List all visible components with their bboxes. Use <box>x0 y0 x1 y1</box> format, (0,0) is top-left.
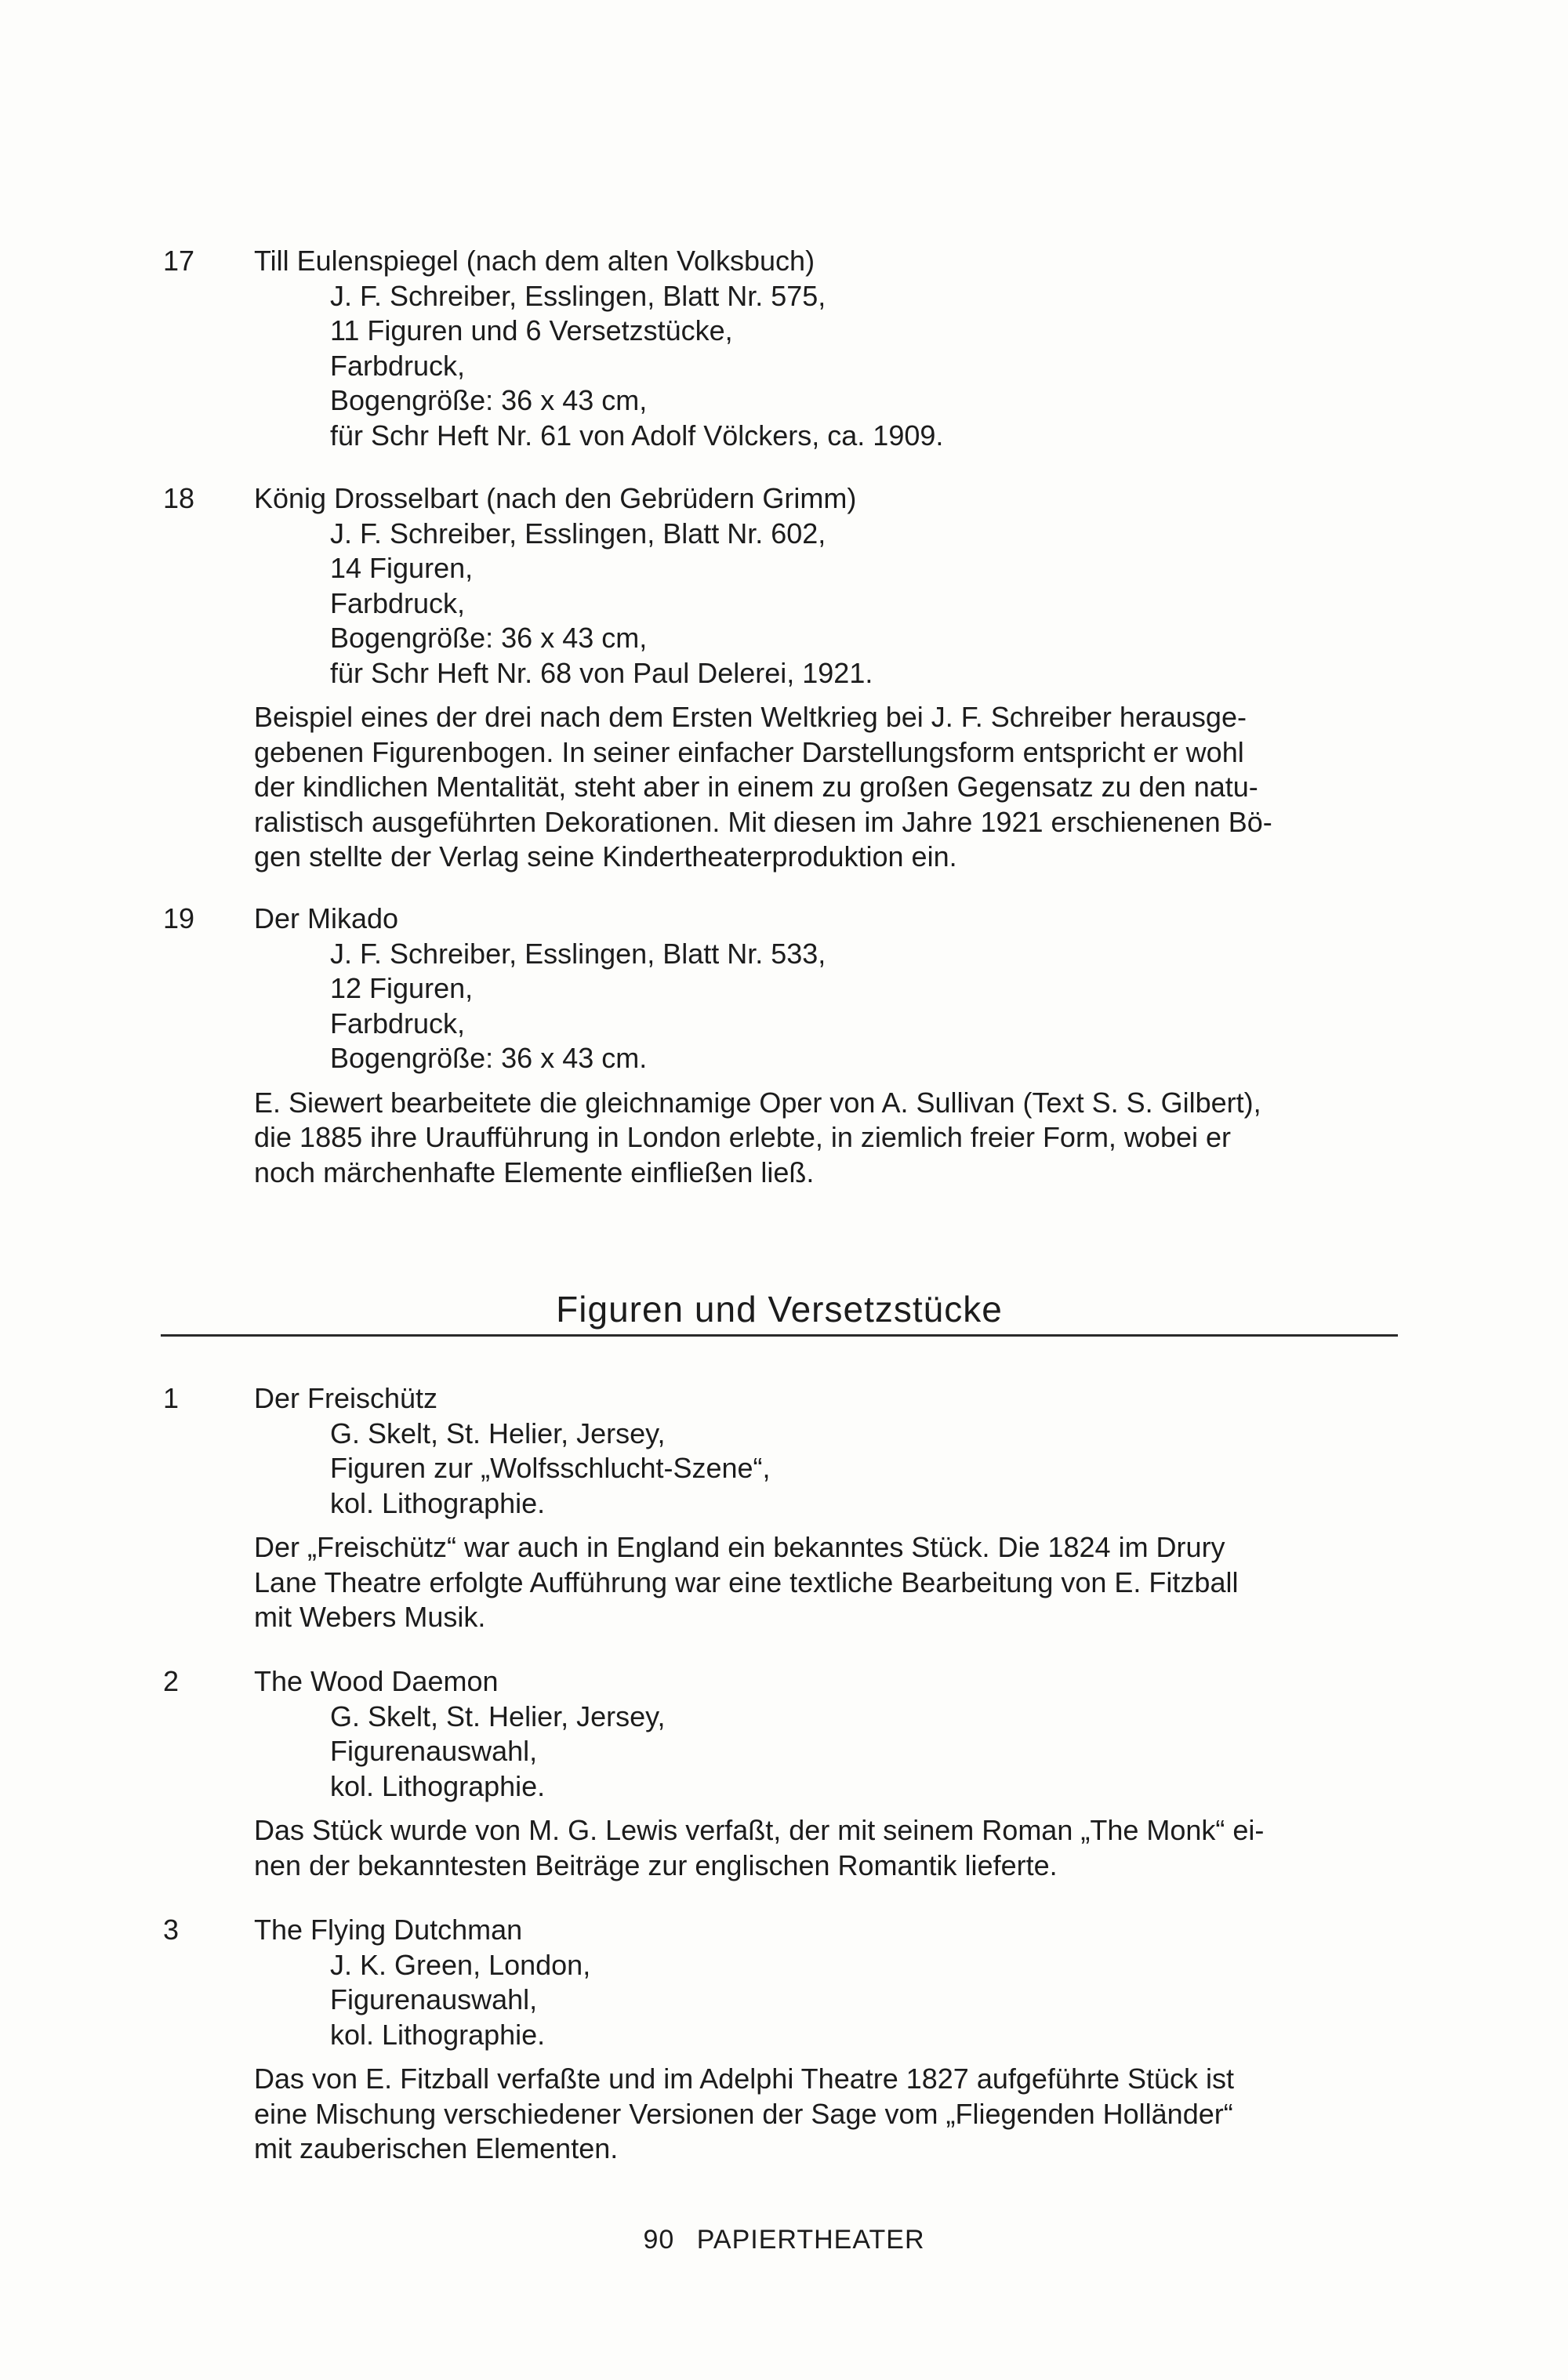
catalog-entry <box>163 1664 1402 1883</box>
detail-line: kol. Lithographie. <box>330 1769 546 1802</box>
description-line: Lane Theatre erfolgte Aufführung war eine textliche Bearbeitung von E. Fitzball <box>254 1566 1239 1598</box>
detail-line: für Schr Heft Nr. 61 von Adolf Völckers, ca. 1909. <box>330 419 944 452</box>
detail-line: 12 Figuren, <box>330 972 474 1004</box>
entry-details <box>330 517 1402 691</box>
description-line: ralistisch ausgeführten Dekorationen. Mit diesen im Jahre 1921 erschienenen Bö- <box>254 805 1272 838</box>
section-heading: Figuren und Versetzstücke <box>161 1286 1398 1337</box>
entry-description <box>254 1530 1397 1635</box>
catalog-entry <box>163 902 1402 1190</box>
detail-line: Bogengröße: 36 x 43 cm, <box>330 622 648 654</box>
entry-number: 2 <box>163 1665 180 1697</box>
entry-description <box>254 2062 1397 2167</box>
entry-details <box>330 937 1402 1076</box>
description-line: Das von E. Fitzball verfaßte und im Adelphi Theatre 1827 aufgeführte Stück ist <box>254 2063 1235 2095</box>
description-line: Der „Freischütz“ war auch in England ein bekanntes Stück. Die 1824 im Drury <box>254 1531 1225 1563</box>
entry-details <box>330 1700 1402 1805</box>
description-line: E. Siewert bearbeitete die gleichnamige Oper von A. Sullivan (Text S. S. Gilbert), <box>254 1086 1261 1119</box>
detail-line: J. F. Schreiber, Esslingen, Blatt Nr. 533, <box>330 937 826 970</box>
detail-line: für Schr Heft Nr. 68 von Paul Delerei, 1921. <box>330 656 873 689</box>
detail-line: 14 Figuren, <box>330 552 474 584</box>
entry-title: The Flying Dutchman <box>254 1914 523 1946</box>
page-footer <box>0 2225 1568 2255</box>
entry-description <box>254 1813 1397 1883</box>
page-number: 90 <box>643 2225 675 2255</box>
description-line: die 1885 ihre Uraufführung in London erlebte, in ziemlich freier Form, wobei er <box>254 1121 1232 1153</box>
entry-title: Der Freischütz <box>254 1382 438 1414</box>
detail-line: G. Skelt, St. Helier, Jersey, <box>330 1417 666 1449</box>
description-line: der kindlichen Mentalität, steht aber in einem zu großen Gegensatz zu den natu- <box>254 771 1258 803</box>
entry-details <box>330 1948 1402 2053</box>
entry-title: König Drosselbart (nach den Gebrüdern Grimm) <box>254 482 857 514</box>
detail-line: Figuren zur „Wolfsschlucht-Szene“, <box>330 1452 771 1484</box>
catalog-entry <box>163 1913 1402 2167</box>
description-line: noch märchenhafte Elemente einfließen ließ. <box>254 1156 815 1188</box>
description-line: Das Stück wurde von M. G. Lewis verfaßt, der mit seinem Roman „The Monk“ ei- <box>254 1814 1265 1846</box>
entry-number: 1 <box>163 1382 180 1414</box>
description-line: gebenen Figurenbogen. In seiner einfacher Darstellungsform entspricht er wohl <box>254 735 1244 768</box>
detail-line: kol. Lithographie. <box>330 1486 546 1519</box>
detail-line: 11 Figuren und 6 Versetzstücke, <box>330 314 733 346</box>
entry-number: 3 <box>163 1914 180 1946</box>
entry-description <box>254 1086 1397 1191</box>
detail-line: Farbdruck, <box>330 586 466 619</box>
entry-description <box>254 700 1397 875</box>
detail-line: J. F. Schreiber, Esslingen, Blatt Nr. 575, <box>330 279 826 312</box>
detail-line: Farbdruck, <box>330 1007 466 1039</box>
entry-title: Till Eulenspiegel (nach dem alten Volksbuch) <box>254 245 815 277</box>
description-line: nen der bekanntesten Beiträge zur englischen Romantik lieferte. <box>254 1848 1058 1881</box>
entry-title: The Wood Daemon <box>254 1665 499 1697</box>
detail-line: J. F. Schreiber, Esslingen, Blatt Nr. 602, <box>330 517 826 550</box>
detail-line: Bogengröße: 36 x 43 cm. <box>330 1042 648 1074</box>
entry-details <box>330 279 1402 454</box>
detail-line: Figurenauswahl, <box>330 1735 538 1767</box>
entry-number: 19 <box>163 902 195 934</box>
description-line: eine Mischung verschiedener Versionen der Sage vom „Fliegenden Holländer“ <box>254 2097 1233 2130</box>
detail-line: Bogengröße: 36 x 43 cm, <box>330 384 648 416</box>
entry-number: 18 <box>163 482 195 514</box>
description-line: mit zauberischen Elementen. <box>254 2132 619 2164</box>
detail-line: J. K. Green, London, <box>330 1948 591 1981</box>
description-line: gen stellte der Verlag seine Kindertheaterproduktion ein. <box>254 840 957 873</box>
running-title: PAPIERTHEATER <box>696 2225 925 2255</box>
catalog-entry <box>163 244 1402 453</box>
detail-line: Figurenauswahl, <box>330 1983 538 2015</box>
detail-line: G. Skelt, St. Helier, Jersey, <box>330 1700 666 1732</box>
entry-details <box>330 1417 1402 1522</box>
description-line: mit Webers Musik. <box>254 1601 486 1633</box>
catalog-entry <box>163 481 1402 875</box>
entry-number: 17 <box>163 245 195 277</box>
description-line: Beispiel eines der drei nach dem Ersten Weltkrieg bei J. F. Schreiber herausge- <box>254 701 1247 733</box>
entry-title: Der Mikado <box>254 902 399 934</box>
detail-line: kol. Lithographie. <box>330 2018 546 2051</box>
detail-line: Farbdruck, <box>330 349 466 382</box>
catalog-entry <box>163 1381 1402 1635</box>
